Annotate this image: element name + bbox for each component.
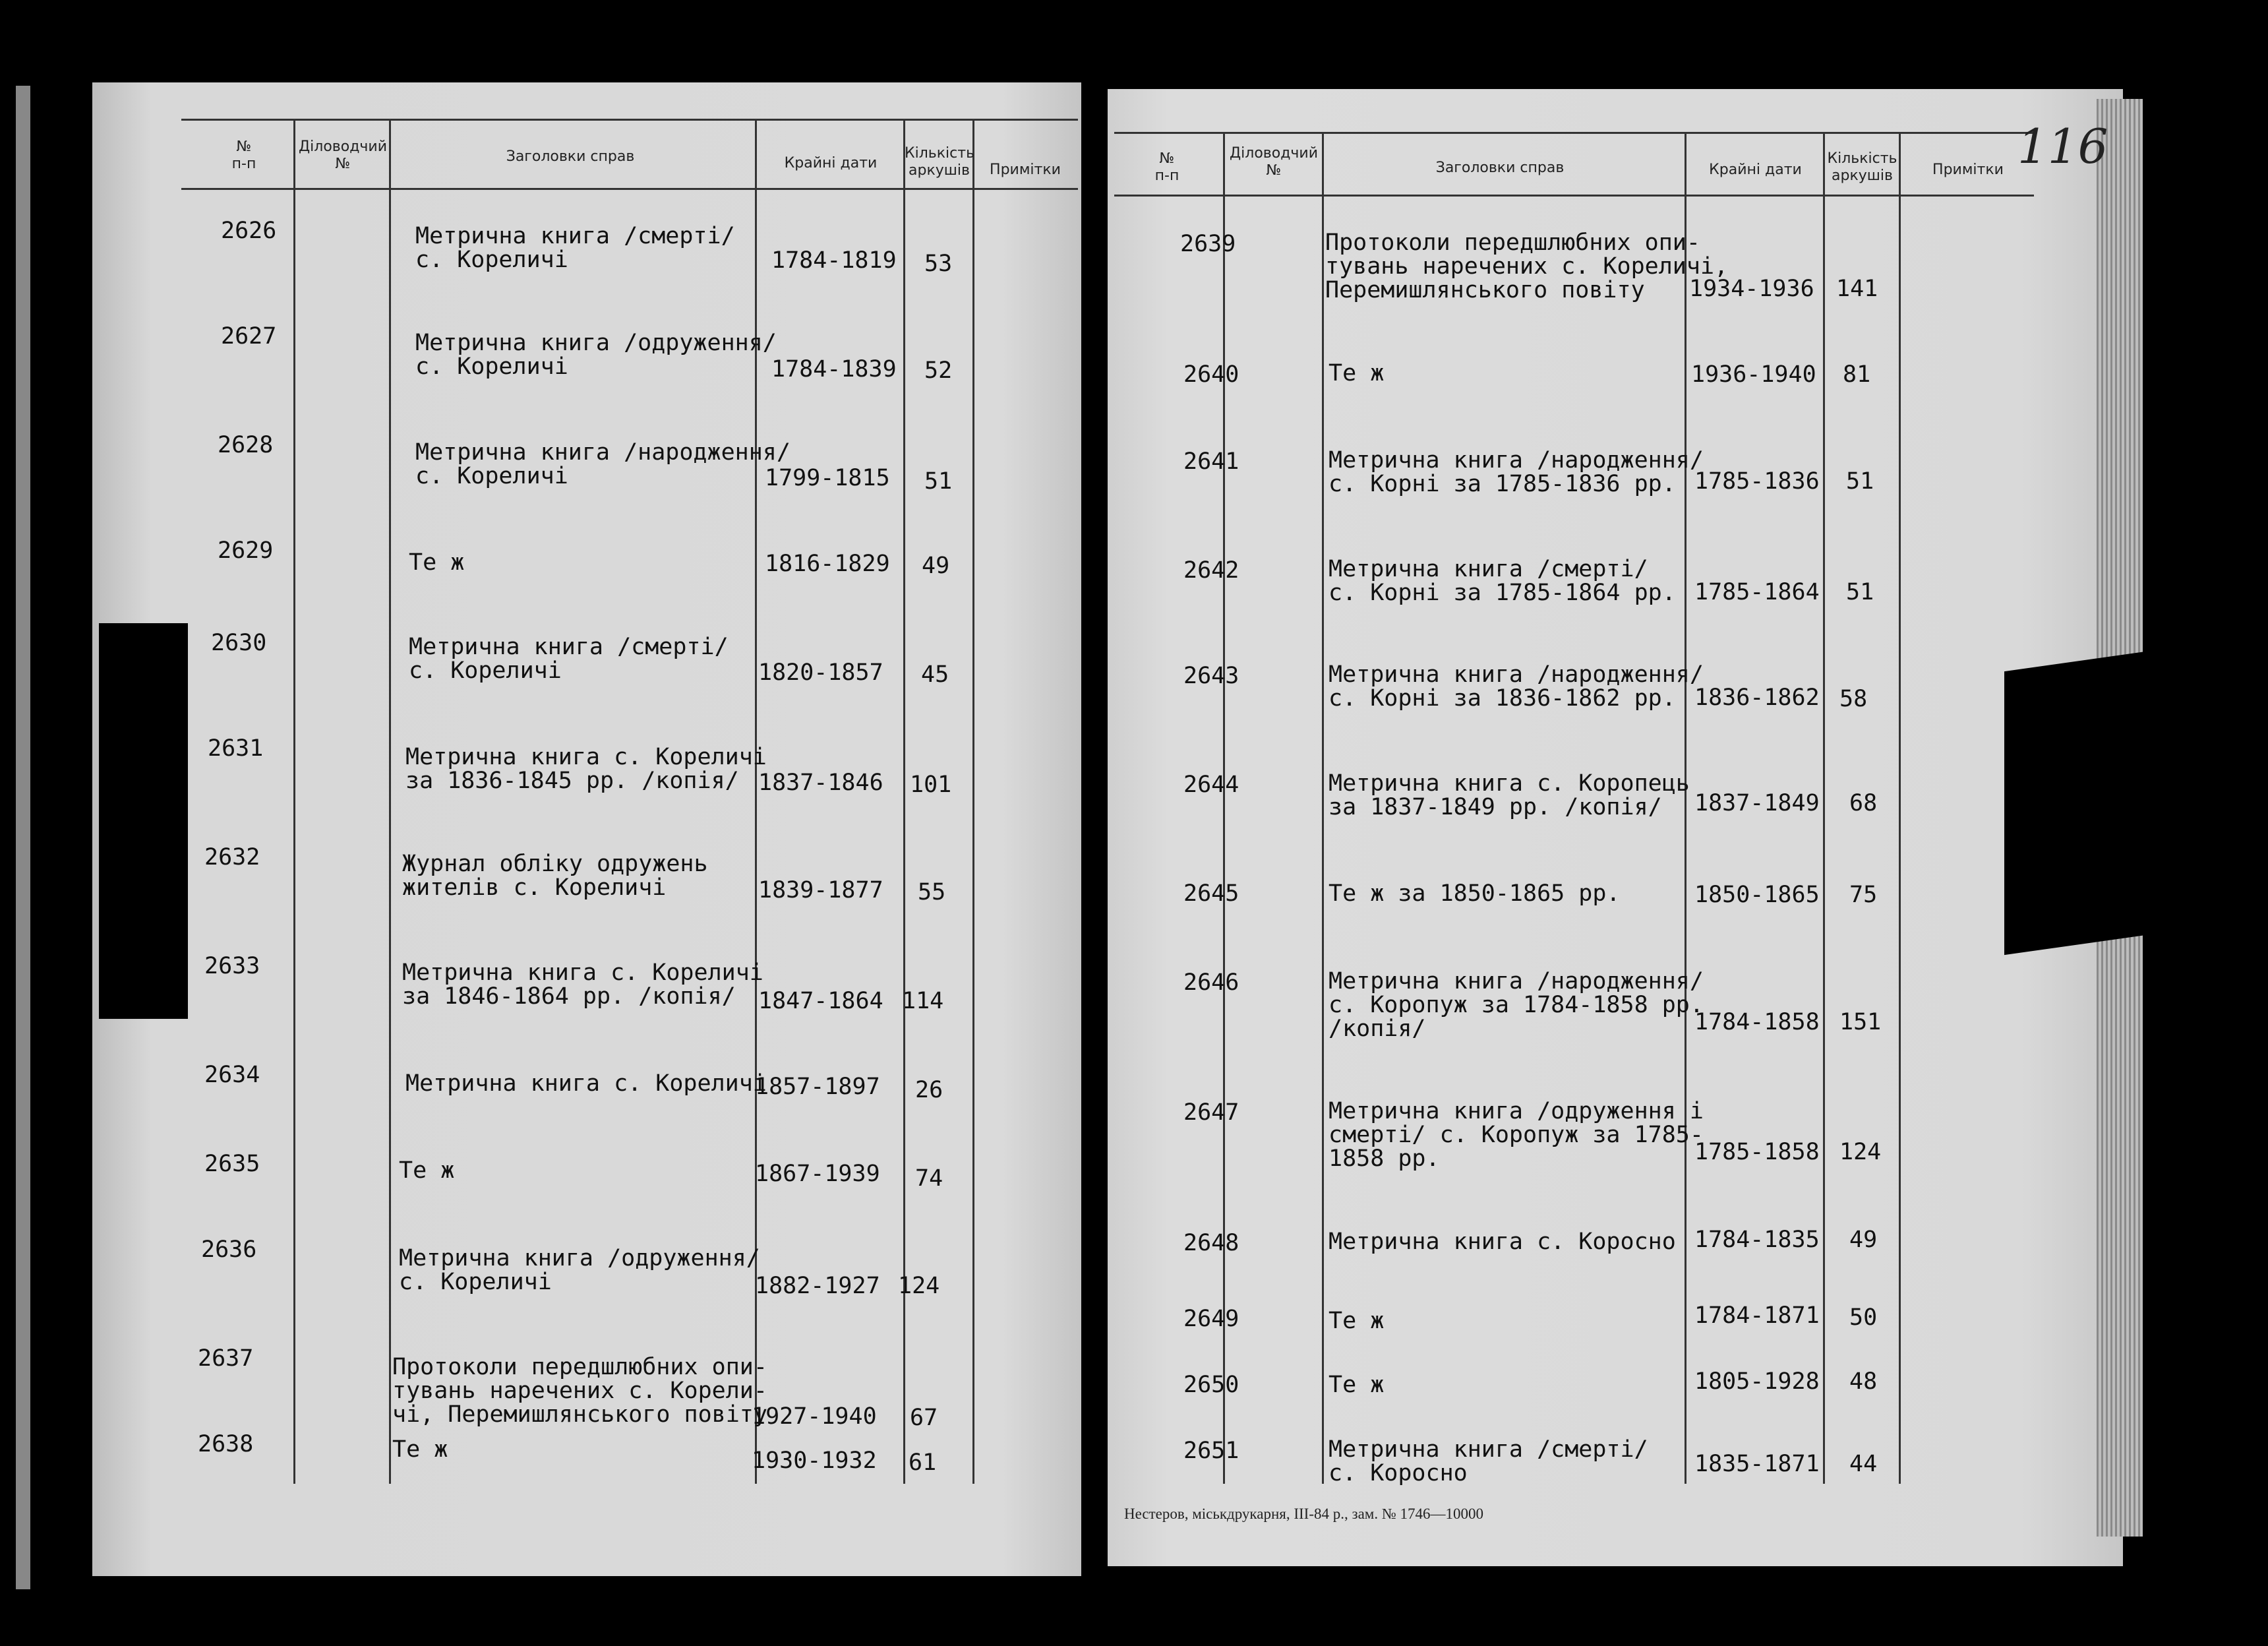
- row-number: 2627: [221, 323, 277, 350]
- row-number: 2630: [211, 630, 267, 656]
- row-dates: 1784-1819: [771, 247, 897, 274]
- row-number: 2634: [204, 1062, 260, 1088]
- row-number: 2626: [221, 218, 277, 244]
- row-title: Те ж за 1850-1865 рр.: [1328, 880, 1621, 907]
- header-dates: Крайні дати: [1709, 162, 1802, 178]
- row-sheets: 61: [909, 1449, 937, 1476]
- row-sheets: 67: [910, 1405, 938, 1431]
- row-number: 2647: [1183, 1099, 1239, 1126]
- row-title: Те ж: [399, 1157, 455, 1184]
- row-title: Метрична книга /народження/ с. Корні за 1785-1836 рр.: [1328, 447, 1704, 497]
- row-dates: 1784-1839: [771, 356, 897, 382]
- right-page: [1108, 89, 2123, 1566]
- row-number: 2632: [204, 844, 260, 870]
- right-header-bottom-line: [1114, 195, 2034, 197]
- row-number: 2629: [218, 537, 274, 564]
- row-title: Метрична книга /народження/ с. Корні за 1836-1862 рр.: [1328, 661, 1704, 712]
- row-sheets: 74: [915, 1165, 943, 1192]
- header-notes: Примітки: [1932, 162, 2004, 178]
- row-sheets: 48: [1849, 1368, 1878, 1395]
- row-dates: 1785-1864: [1694, 579, 1820, 605]
- row-dates: 1857-1897: [755, 1074, 880, 1100]
- row-sheets: 51: [1846, 468, 1874, 495]
- header-notes: Примітки: [990, 162, 1061, 178]
- row-dates: 1785-1858: [1694, 1139, 1820, 1165]
- row-title: Протоколи передшлюбних опи- тувань наречених с. Кореличі, Перемишлянського повіту: [1325, 229, 1729, 303]
- row-dates: 1839-1877: [758, 877, 883, 903]
- left-divider-tab: [99, 623, 188, 1019]
- row-number: 2648: [1183, 1230, 1239, 1256]
- header-num: № п-п: [1154, 150, 1179, 184]
- row-number: 2651: [1183, 1438, 1239, 1464]
- row-sheets: 124: [1839, 1139, 1882, 1165]
- row-number: 2643: [1183, 663, 1239, 689]
- header-titles: Заголовки справ: [1435, 160, 1565, 176]
- row-sheets: 26: [915, 1077, 943, 1103]
- row-title: Журнал обліку одружень жителів с. Кореличі: [402, 851, 708, 901]
- row-sheets: 52: [924, 357, 953, 384]
- row-sheets: 50: [1849, 1304, 1878, 1331]
- row-title: Метрична книга с. Кореличі за 1836-1845 рр. /копія/: [405, 744, 767, 794]
- row-sheets: 51: [924, 468, 953, 495]
- row-title: Метрична книга с. Коросно: [1328, 1229, 1676, 1255]
- row-title: Метрична книга с. Коропець за 1837-1849 рр. /копія/: [1328, 770, 1690, 820]
- row-dates: 1936-1940: [1691, 361, 1816, 388]
- row-dates: 1816-1829: [765, 551, 890, 577]
- row-title: Те ж: [1328, 1308, 1385, 1334]
- row-number: 2638: [198, 1431, 254, 1457]
- row-title: Метрична книга /народження/ с. Кореличі: [415, 439, 791, 489]
- row-number: 2628: [218, 432, 274, 458]
- row-sheets: 44: [1849, 1451, 1878, 1477]
- right-divider-tab: [2004, 634, 2268, 955]
- row-number: 2635: [204, 1151, 260, 1177]
- row-title: Метрична книга /смерті/ с. Кореличі: [409, 634, 729, 684]
- row-sheets: 51: [1846, 579, 1874, 605]
- row-sheets: 124: [898, 1273, 940, 1299]
- row-dates: 1867-1939: [755, 1161, 880, 1187]
- row-number: 2641: [1183, 448, 1239, 475]
- row-sheets: 58: [1839, 686, 1868, 712]
- row-dates: 1837-1846: [758, 770, 883, 796]
- header-clerk: Діловодчий №: [1229, 145, 1319, 179]
- row-title: Метрична книга /смерті/ с. Корні за 1785-1864 рр.: [1328, 556, 1676, 606]
- row-number: 2639: [1180, 231, 1236, 257]
- row-title: Те ж: [392, 1436, 448, 1463]
- row-dates: 1784-1871: [1694, 1302, 1820, 1329]
- page-number: 116: [2017, 119, 2108, 174]
- row-sheets: 81: [1843, 361, 1871, 388]
- right-col-divider: [1823, 132, 1825, 1484]
- header-sheets: Кількість аркушів: [1827, 150, 1897, 184]
- left-col-divider: [293, 119, 295, 1484]
- row-number: 2650: [1183, 1372, 1239, 1398]
- row-number: 2644: [1183, 772, 1239, 798]
- row-sheets: 53: [924, 251, 953, 277]
- row-sheets: 101: [910, 772, 952, 798]
- row-sheets: 49: [922, 553, 950, 579]
- header-dates: Крайні дати: [784, 155, 878, 171]
- right-col-divider: [1322, 132, 1324, 1484]
- row-dates: 1784-1835: [1694, 1227, 1820, 1253]
- left-col-divider: [972, 119, 974, 1484]
- row-number: 2637: [198, 1345, 254, 1372]
- book-binding-edge: [16, 86, 30, 1589]
- right-col-divider: [1223, 132, 1225, 1484]
- header-num: № п-п: [231, 138, 256, 172]
- row-dates: 1784-1858: [1694, 1009, 1820, 1035]
- row-dates: 1805-1928: [1694, 1368, 1820, 1395]
- header-clerk: Діловодчий №: [298, 138, 388, 172]
- left-header-bottom-line: [181, 188, 1078, 190]
- row-title: Метрична книга /смерті/ с. Коросно: [1328, 1436, 1648, 1486]
- row-number: 2633: [204, 953, 260, 979]
- row-title: Метрична книга /одруження і смерті/ с. Коропуж за 1785- 1858 рр.: [1328, 1098, 1704, 1172]
- row-dates: 1882-1927: [755, 1273, 880, 1299]
- row-title: Метрична книга /одруження/ с. Кореличі: [415, 330, 777, 380]
- row-dates: 1847-1864: [758, 988, 883, 1014]
- row-dates: 1836-1862: [1694, 685, 1820, 711]
- row-sheets: 75: [1849, 882, 1878, 908]
- row-title: Те ж: [409, 549, 465, 576]
- printer-imprint: Нестеров, міськдрукарня, III-84 р., зам. № 1746—10000: [1124, 1506, 1484, 1522]
- row-dates: 1927-1940: [752, 1403, 877, 1430]
- row-title: Метрична книга /одруження/ с. Кореличі: [399, 1245, 760, 1295]
- right-header-top-line: [1114, 132, 2034, 134]
- row-title: Метрична книга /народження/ с. Коропуж за 1784-1858 рр. /копія/: [1328, 968, 1704, 1042]
- row-dates: 1934-1936: [1689, 276, 1814, 302]
- header-titles: Заголовки справ: [506, 148, 635, 165]
- row-dates: 1820-1857: [758, 659, 883, 686]
- row-sheets: 151: [1839, 1009, 1882, 1035]
- row-number: 2631: [208, 735, 264, 762]
- row-title: Метрична книга /смерті/ с. Кореличі: [415, 223, 735, 273]
- row-title: Метрична книга с. Кореличі за 1846-1864 рр. /копія/: [402, 960, 763, 1010]
- header-sheets: Кількість аркушів: [905, 145, 975, 179]
- row-sheets: 49: [1849, 1227, 1878, 1253]
- row-title: Метрична книга с. Кореличі: [405, 1070, 767, 1097]
- row-number: 2642: [1183, 557, 1239, 584]
- row-title: Те ж: [1328, 1372, 1385, 1398]
- row-number: 2636: [201, 1236, 257, 1263]
- row-sheets: 45: [921, 661, 949, 688]
- row-number: 2646: [1183, 969, 1239, 996]
- row-dates: 1799-1815: [765, 465, 890, 491]
- row-title: Те ж: [1328, 360, 1385, 386]
- row-dates: 1850-1865: [1694, 882, 1820, 908]
- row-sheets: 68: [1849, 790, 1878, 816]
- row-sheets: 141: [1836, 276, 1878, 302]
- row-dates: 1835-1871: [1694, 1451, 1820, 1477]
- right-col-divider: [1899, 132, 1901, 1484]
- row-sheets: 55: [918, 879, 946, 905]
- left-col-divider: [389, 119, 391, 1484]
- row-number: 2645: [1183, 880, 1239, 907]
- row-dates: 1785-1836: [1694, 468, 1820, 495]
- row-sheets: 114: [902, 988, 944, 1014]
- row-number: 2640: [1183, 361, 1239, 388]
- row-dates: 1930-1932: [752, 1448, 877, 1474]
- row-number: 2649: [1183, 1306, 1239, 1332]
- left-header-top-line: [181, 119, 1078, 121]
- row-dates: 1837-1849: [1694, 790, 1820, 816]
- row-title: Протоколи передшлюбних опи- тувань наречених с. Корели- чі, Перемишлянського повіту: [392, 1354, 767, 1428]
